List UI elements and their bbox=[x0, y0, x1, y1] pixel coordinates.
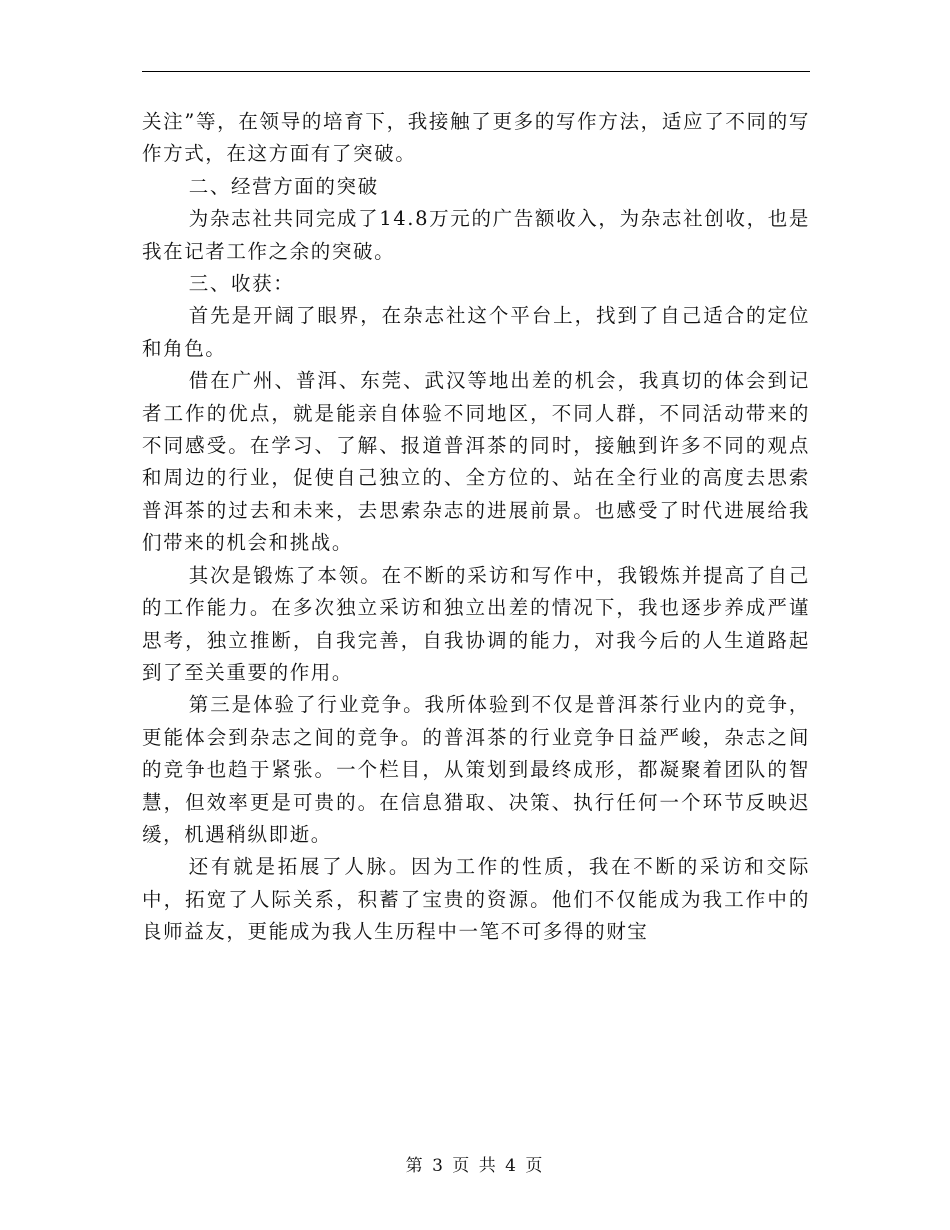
page-number: 第 3 页 共 4 页 bbox=[405, 1156, 545, 1176]
paragraph: 关注”等，在领导的培育下，我接触了更多的写作方法，适应了不同的写作方式，在这方面有了突破。 bbox=[142, 110, 810, 166]
paragraph: 借在广州、普洱、东莞、武汉等地出差的机会，我真切的体会到记者工作的优点，就是能亲自体验不同地区，不同人群，不同活动带来的不同感受。在学习、了解、报道普洱茶的同时，接触到许多不同的观点和周边的行业，促使自己独立的、全方位的、站在全行业的高度去思索普洱茶的过去和未来，去思索杂志的进展前景。也感受了时代进展给我们带来的机会和挑战。 bbox=[142, 369, 810, 555]
paragraph: 首先是开阔了眼界，在杂志社这个平台上，找到了自己适合的定位和角色。 bbox=[142, 304, 810, 360]
paragraph: 第三是体验了行业竞争。我所体验到不仅是普洱茶行业内的竞争，更能体会到杂志之间的竞争。的普洱茶的行业竞争日益严峻，杂志之间的竞争也趋于紧张。一个栏目，从策划到最终成形，都凝聚着团队的智慧，但效率更是可贵的。在信息猎取、决策、执行任何一个环节反映迟缓，机遇稍纵即逝。 bbox=[142, 693, 810, 846]
section-heading-gains: 三、收获： bbox=[188, 272, 295, 296]
document-body bbox=[142, 106, 810, 949]
paragraph: 还有就是拓展了人脉。因为工作的性质，我在不断的采访和交际中，拓宽了人际关系，积蓄了宝贵的资源。他们不仅能成为我工作中的良师益友，更能成为我人生历程中一笔不可多得的财宝 bbox=[142, 855, 810, 944]
header-rule bbox=[142, 71, 810, 72]
paragraph: 其次是锻炼了本领。在不断的采访和写作中，我锻炼并提高了自己的工作能力。在多次独立采访和独立出差的情况下，我也逐步养成严谨思考，独立推断，自我完善，自我协调的能力，对我今后的人生道路起到了至关重要的作用。 bbox=[142, 563, 810, 684]
section-heading-business: 二、经营方面的突破 bbox=[188, 174, 379, 198]
paragraph: 为杂志社共同完成了14.8万元的广告额收入，为杂志社创收，也是我在记者工作之余的突破。 bbox=[142, 207, 810, 263]
